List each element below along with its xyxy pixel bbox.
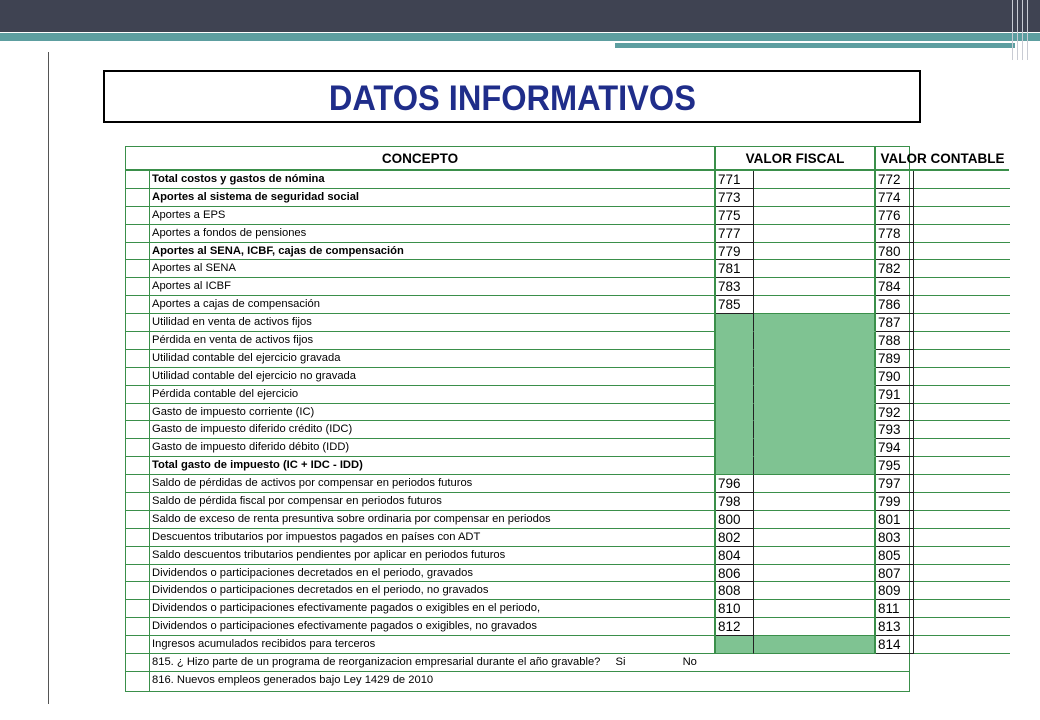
contable-value-field[interactable]: [914, 207, 1010, 225]
contable-value-field[interactable]: [914, 421, 1010, 439]
fiscal-code: 798: [716, 493, 754, 511]
contable-value-field[interactable]: [914, 618, 1010, 636]
contable-code: 792: [876, 404, 914, 422]
valor-contable-header: VALOR CONTABLE: [876, 147, 1009, 171]
contable-value-field[interactable]: [914, 225, 1010, 243]
fiscal-code: 812: [716, 618, 754, 636]
fiscal-code: [716, 368, 754, 386]
contable-value-field[interactable]: [914, 243, 1010, 261]
question-815-text: 815. ¿ Hizo parte de un programa de reorganizacion empresarial durante el año gravable?: [152, 656, 601, 669]
fiscal-value-field[interactable]: [754, 618, 876, 636]
fiscal-code: [716, 386, 754, 404]
concept-label: Ingresos acumulados recibidos para terceros: [150, 636, 716, 654]
contable-code: 778: [876, 225, 914, 243]
fiscal-code: 773: [716, 189, 754, 207]
concepto-header: CONCEPTO: [126, 147, 716, 171]
row-margin-cell: [126, 600, 150, 618]
form-row: [126, 404, 909, 422]
fiscal-code: [716, 457, 754, 475]
form-row: [126, 368, 909, 386]
concept-label: Gasto de impuesto corriente (IC): [150, 404, 716, 422]
contable-value-field[interactable]: [914, 171, 1010, 189]
row-margin-cell: [126, 243, 150, 261]
slide-top-bar: [0, 0, 1040, 32]
row-margin-cell: [126, 618, 150, 636]
contable-code: 805: [876, 547, 914, 565]
row-margin-cell: [126, 225, 150, 243]
concept-label: Aportes al SENA: [150, 260, 716, 278]
form-row: [126, 225, 909, 243]
fiscal-code: [716, 421, 754, 439]
contable-code: 776: [876, 207, 914, 225]
concept-label: Pérdida contable del ejercicio: [150, 386, 716, 404]
concept-label: Total gasto de impuesto (IC + IDC - IDD): [150, 457, 716, 475]
fiscal-value-field: [754, 314, 876, 332]
form-row: [126, 189, 909, 207]
contable-code: 813: [876, 618, 914, 636]
row-margin-cell: [126, 171, 150, 189]
fiscal-value-field[interactable]: [754, 260, 876, 278]
fiscal-code: [716, 636, 754, 654]
form-row: [126, 636, 909, 654]
form-row: [126, 565, 909, 583]
form-row: [126, 350, 909, 368]
row-margin-cell: [126, 207, 150, 225]
row-margin-cell: [126, 296, 150, 314]
valor-fiscal-header: VALOR FISCAL: [716, 147, 876, 171]
concept-label: Saldo de pérdida fiscal por compensar en periodos futuros: [150, 493, 716, 511]
fiscal-value-field: [754, 439, 876, 457]
slide-accent-band: [0, 33, 1040, 41]
concept-label: Aportes al SENA, ICBF, cajas de compensación: [150, 243, 716, 261]
fiscal-value-field[interactable]: [754, 296, 876, 314]
contable-code: 790: [876, 368, 914, 386]
row-margin-cell: [126, 457, 150, 475]
concept-label: Aportes a cajas de compensación: [150, 296, 716, 314]
contable-value-field[interactable]: [914, 314, 1010, 332]
fiscal-code: [716, 314, 754, 332]
fiscal-code: 796: [716, 475, 754, 493]
concept-label: Utilidad en venta de activos fijos: [150, 314, 716, 332]
contable-code: 774: [876, 189, 914, 207]
fiscal-code: 777: [716, 225, 754, 243]
fiscal-value-field[interactable]: [754, 171, 876, 189]
row-margin-cell: [126, 636, 150, 654]
form-row: [126, 278, 909, 296]
contable-code: 803: [876, 529, 914, 547]
contable-value-field[interactable]: [914, 296, 1010, 314]
concept-label: Aportes a EPS: [150, 207, 716, 225]
fiscal-value-field[interactable]: [754, 529, 876, 547]
concept-label: Dividendos o participaciones efectivamente pagados o exigibles en el periodo,: [150, 600, 716, 618]
row-margin-cell: [126, 529, 150, 547]
row-margin-cell: [126, 332, 150, 350]
concept-label: Aportes al ICBF: [150, 278, 716, 296]
contable-code: 789: [876, 350, 914, 368]
form-row: [126, 618, 909, 636]
contable-code: 793: [876, 421, 914, 439]
contable-code: 786: [876, 296, 914, 314]
question-815-no-option[interactable]: No: [682, 656, 697, 669]
form-row: [126, 582, 909, 600]
form-row: [126, 171, 909, 189]
concept-label: Descuentos tributarios por impuestos pagados en países con ADT: [150, 529, 716, 547]
row-margin-cell: [126, 421, 150, 439]
slide-left-rule: [48, 52, 49, 704]
concept-label: Total costos y gastos de nómina: [150, 171, 716, 189]
contable-code: 811: [876, 600, 914, 618]
form-row: [126, 260, 909, 278]
form-row: [126, 475, 909, 493]
fiscal-value-field[interactable]: [754, 278, 876, 296]
slide-accent-thin-band: [615, 43, 1015, 48]
fiscal-value-field: [754, 332, 876, 350]
form-row: [126, 332, 909, 350]
row-margin-cell: [126, 368, 150, 386]
fiscal-value-field[interactable]: [754, 511, 876, 529]
fiscal-code: 808: [716, 582, 754, 600]
concept-label: Aportes a fondos de pensiones: [150, 225, 716, 243]
fiscal-value-field[interactable]: [754, 225, 876, 243]
contable-value-field[interactable]: [914, 636, 1010, 654]
row-816-label: 816. Nuevos empleos generados bajo Ley 1429 de 2010: [152, 673, 434, 686]
contable-value-field[interactable]: [914, 565, 1010, 583]
row-margin-cell: [126, 565, 150, 583]
fiscal-value-field: [754, 404, 876, 422]
contable-code: 794: [876, 439, 914, 457]
concept-label: Utilidad contable del ejercicio no gravada: [150, 368, 716, 386]
contable-value-field[interactable]: [914, 439, 1010, 457]
contable-value-field[interactable]: [914, 350, 1010, 368]
fiscal-code: 810: [716, 600, 754, 618]
contable-code: 809: [876, 582, 914, 600]
contable-value-field[interactable]: [914, 511, 1010, 529]
form-row: [126, 600, 909, 618]
contable-code: 791: [876, 386, 914, 404]
row-margin-cell: [126, 475, 150, 493]
contable-code: 788: [876, 332, 914, 350]
contable-code: 801: [876, 511, 914, 529]
contable-code: 807: [876, 565, 914, 583]
fiscal-code: 775: [716, 207, 754, 225]
concept-label: Dividendos o participaciones decretados en el periodo, no gravados: [150, 582, 716, 600]
form-row: [126, 243, 909, 261]
form-row: [126, 207, 909, 225]
fiscal-code: [716, 404, 754, 422]
fiscal-value-field[interactable]: [754, 582, 876, 600]
fiscal-code: 779: [716, 243, 754, 261]
row-margin-cell: [126, 439, 150, 457]
fiscal-code: 781: [716, 260, 754, 278]
fiscal-code: 785: [716, 296, 754, 314]
contable-value-field[interactable]: [914, 582, 1010, 600]
fiscal-value-field[interactable]: [754, 565, 876, 583]
fiscal-code: 771: [716, 171, 754, 189]
form-row: [126, 529, 909, 547]
question-815-si-option[interactable]: Si: [615, 656, 626, 669]
form-row: [126, 421, 909, 439]
row-margin-cell: [126, 547, 150, 565]
contable-code: 797: [876, 475, 914, 493]
row-margin-cell: [126, 493, 150, 511]
contable-code: 780: [876, 243, 914, 261]
slide-deco-line: [1027, 0, 1028, 60]
slide-deco-line: [1022, 0, 1023, 60]
contable-code: 772: [876, 171, 914, 189]
concept-label: Dividendos o participaciones decretados en el periodo, gravados: [150, 565, 716, 583]
form-row: [126, 457, 909, 475]
question-815-row: [126, 654, 909, 672]
contable-value-field[interactable]: [914, 260, 1010, 278]
fiscal-value-field[interactable]: [754, 207, 876, 225]
contable-value-field[interactable]: [914, 332, 1010, 350]
fiscal-code: 806: [716, 565, 754, 583]
fiscal-value-field: [754, 421, 876, 439]
concept-label: Aportes al sistema de seguridad social: [150, 189, 716, 207]
contable-value-field[interactable]: [914, 404, 1010, 422]
contable-value-field[interactable]: [914, 386, 1010, 404]
contable-value-field[interactable]: [914, 547, 1010, 565]
concept-label: Saldo de pérdidas de activos por compensar en periodos futuros: [150, 475, 716, 493]
fiscal-value-field: [754, 386, 876, 404]
fiscal-value-field[interactable]: [754, 475, 876, 493]
fiscal-code: [716, 350, 754, 368]
fiscal-value-field[interactable]: [754, 243, 876, 261]
contable-value-field[interactable]: [914, 189, 1010, 207]
title-box: [103, 70, 921, 123]
concept-label: Saldo descuentos tributarios pendientes por aplicar en periodos futuros: [150, 547, 716, 565]
form-row: [126, 296, 909, 314]
form-row: [126, 493, 909, 511]
form-row: [126, 511, 909, 529]
row-margin-cell: [126, 350, 150, 368]
contable-value-field[interactable]: [914, 600, 1010, 618]
contable-code: 784: [876, 278, 914, 296]
form-row: [126, 386, 909, 404]
fiscal-value-field: [754, 457, 876, 475]
page-title: DATOS INFORMATIVOS: [328, 79, 696, 118]
slide-deco-line: [1017, 0, 1018, 60]
concept-label: Saldo de exceso de renta presuntiva sobre ordinaria por compensar en periodos: [150, 511, 716, 529]
fiscal-value-field[interactable]: [754, 600, 876, 618]
concept-label: Dividendos o participaciones efectivamente pagados o exigibles, no gravados: [150, 618, 716, 636]
contable-value-field[interactable]: [914, 493, 1010, 511]
form-row: [126, 314, 909, 332]
fiscal-value-field: [754, 350, 876, 368]
contable-code: 814: [876, 636, 914, 654]
contable-value-field[interactable]: [914, 368, 1010, 386]
fiscal-value-field[interactable]: [754, 493, 876, 511]
row-margin-cell: [126, 189, 150, 207]
row-margin-cell: [126, 260, 150, 278]
contable-value-field[interactable]: [914, 475, 1010, 493]
fiscal-code: 802: [716, 529, 754, 547]
concept-label: Gasto de impuesto diferido crédito (IDC): [150, 421, 716, 439]
contable-value-field[interactable]: [914, 457, 1010, 475]
row-margin-cell: [126, 278, 150, 296]
row-margin-cell: [126, 314, 150, 332]
contable-code: 799: [876, 493, 914, 511]
fiscal-code: 800: [716, 511, 754, 529]
fiscal-value-field: [754, 636, 876, 654]
concept-label: Gasto de impuesto diferido débito (IDD): [150, 439, 716, 457]
fiscal-value-field: [754, 368, 876, 386]
contable-code: 787: [876, 314, 914, 332]
concept-label: Utilidad contable del ejercicio gravada: [150, 350, 716, 368]
fiscal-value-field[interactable]: [754, 189, 876, 207]
form-row: [126, 439, 909, 457]
contable-value-field[interactable]: [914, 529, 1010, 547]
row-margin-cell: [126, 404, 150, 422]
row-margin-cell: [126, 511, 150, 529]
contable-code: 795: [876, 457, 914, 475]
form-row: [126, 547, 909, 565]
fiscal-code: [716, 439, 754, 457]
contable-code: 782: [876, 260, 914, 278]
concept-label: Pérdida en venta de activos fijos: [150, 332, 716, 350]
fiscal-code: 804: [716, 547, 754, 565]
datos-informativos-form: [125, 146, 1005, 692]
header-row: [126, 147, 1005, 171]
fiscal-value-field[interactable]: [754, 547, 876, 565]
fiscal-code: [716, 332, 754, 350]
row-margin-cell: [126, 582, 150, 600]
row-816: [126, 672, 909, 691]
fiscal-code: 783: [716, 278, 754, 296]
slide-deco-line: [1012, 0, 1013, 60]
row-margin-cell: [126, 386, 150, 404]
contable-value-field[interactable]: [914, 278, 1010, 296]
